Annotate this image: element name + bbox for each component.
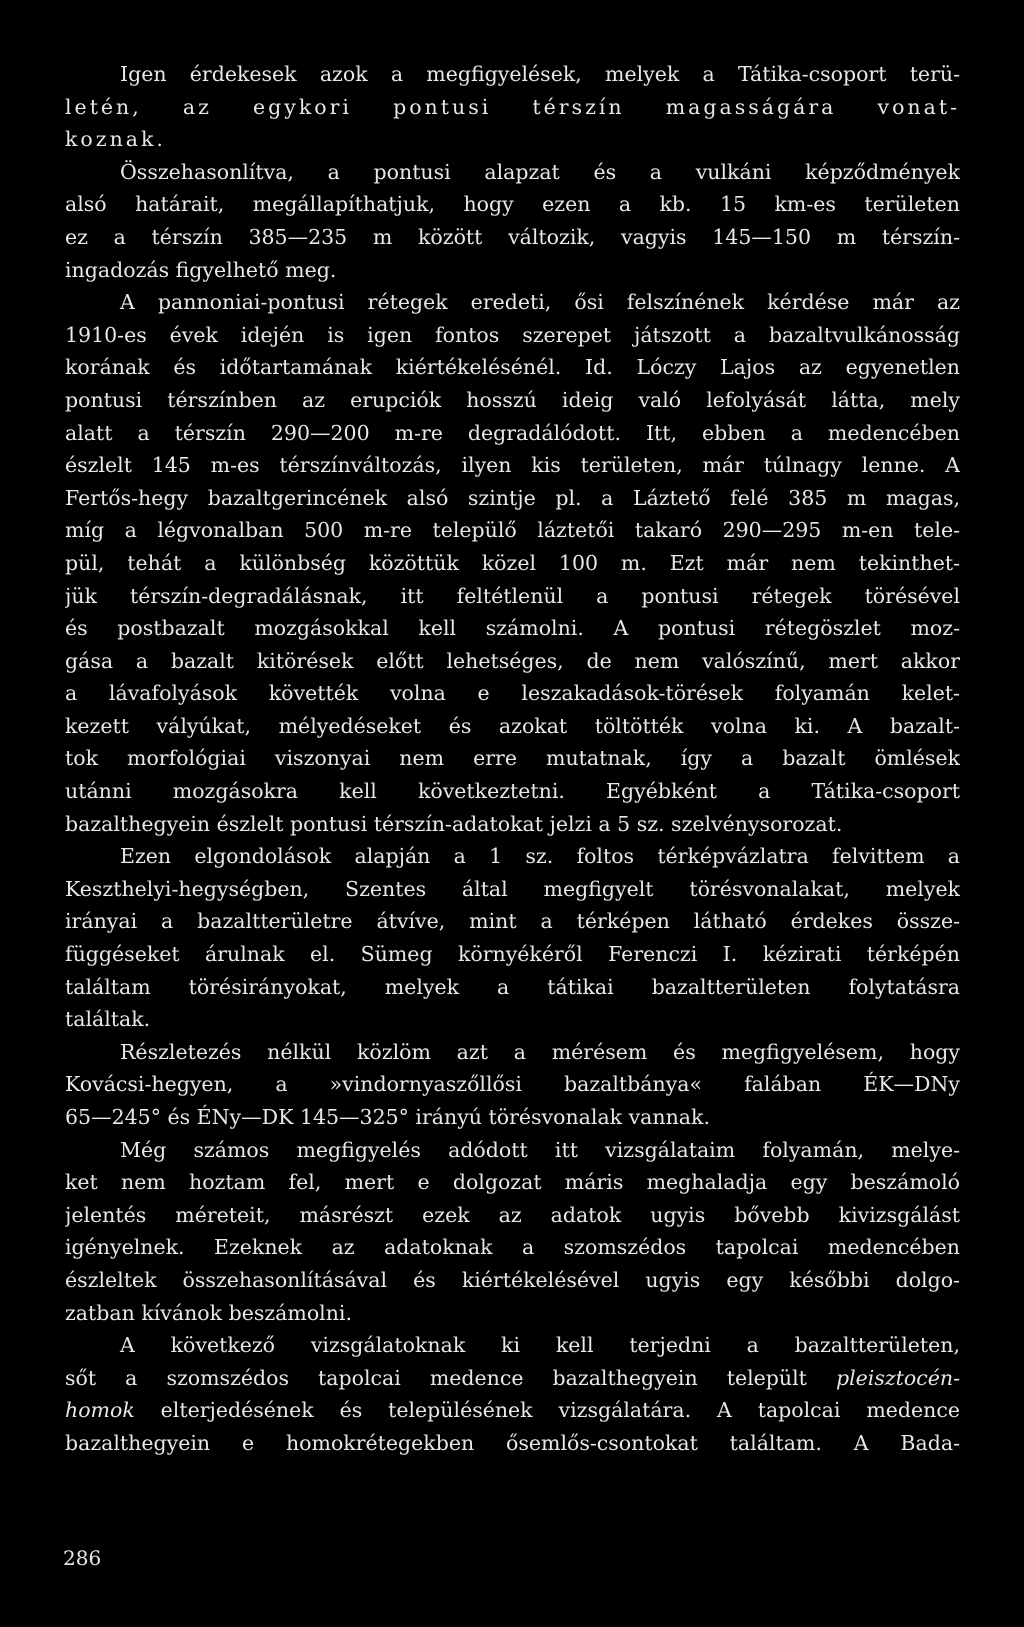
line-text: észleltek összehasonlításával és kiértékelésével ugyis egy későbbi dolgo- bbox=[65, 1267, 960, 1292]
line-text: 1910-es évek idején is igen fontos szerepet játszott a bazaltvulkánosság bbox=[65, 322, 960, 347]
line-text: letén, az egykori pontusi térszín magasságára vonat- bbox=[65, 94, 960, 119]
text-line bbox=[65, 710, 960, 743]
text-line bbox=[65, 677, 960, 710]
line-text: Ezen elgondolások alapján a 1 sz. foltos térképvázlatra felvittem a bbox=[120, 844, 960, 869]
text-line bbox=[65, 1101, 960, 1134]
line-text: utánni mozgásokra kell következtetni. Egyébként a Tátika-csoport bbox=[65, 779, 960, 804]
line-text: a lávafolyások követték volna e leszakadások-törések folyamán kelet- bbox=[65, 681, 960, 706]
text-line bbox=[65, 1068, 960, 1101]
line-text: jelentés méreteit, másrészt ezek az adatok ugyis bővebb kivizsgálást bbox=[65, 1202, 960, 1227]
text-line bbox=[65, 1036, 960, 1069]
text-line bbox=[65, 1329, 960, 1362]
text-line bbox=[65, 156, 960, 189]
italic-text: homok bbox=[65, 1398, 135, 1423]
line-text: gása a bazalt kitörések előtt lehetséges, de nem valószínű, mert akkor bbox=[65, 648, 960, 673]
line-text: alsó határait, megállapíthatjuk, hogy ezen a kb. 15 km-es területen bbox=[65, 192, 960, 217]
text-line bbox=[65, 319, 960, 352]
text-line bbox=[65, 514, 960, 547]
text-line bbox=[65, 417, 960, 450]
line-text: találtam törésirányokat, melyek a tátikai bazaltterületen folytatásra bbox=[65, 974, 960, 999]
line-text: pontusi térszínben az erupciók hosszú ideig való lefolyását látta, mely bbox=[65, 387, 960, 412]
text-line bbox=[65, 384, 960, 417]
text-line bbox=[65, 938, 960, 971]
line-text: Részletezés nélkül közlöm azt a mérésem és megfigyelésem, hogy bbox=[120, 1039, 960, 1064]
line-text: bazalthegyein e homokrétegekben ősemlős-csontokat találtam. A Bada- bbox=[65, 1430, 960, 1455]
text-line bbox=[65, 254, 960, 287]
line-text: és postbazalt mozgásokkal kell számolni. A pontusi rétegöszlet moz- bbox=[65, 616, 960, 641]
line-text: alatt a térszín 290—200 m-re degradálódott. Itt, ebben a medencében bbox=[65, 420, 960, 445]
line-text: míg a légvonalban 500 m-re települő láztetői takaró 290—295 m-en tele- bbox=[65, 518, 960, 543]
text-line bbox=[65, 971, 960, 1004]
line-text: Még számos megfigyelés adódott itt vizsgálataim folyamán, melye- bbox=[120, 1137, 960, 1162]
text-line bbox=[65, 1199, 960, 1232]
line-text: találtak. bbox=[65, 1007, 151, 1032]
line-text: zatban kívánok beszámolni. bbox=[65, 1300, 352, 1325]
line-text: Összehasonlítva, a pontusi alapzat és a vulkáni képződmények bbox=[120, 159, 960, 184]
line-text: koznak. bbox=[65, 127, 166, 152]
text-line bbox=[65, 221, 960, 254]
text-line bbox=[65, 645, 960, 678]
line-text: elterjedésének és településének vizsgálatára. A tapolcai medence bbox=[134, 1398, 960, 1423]
page-body bbox=[65, 58, 960, 1460]
line-text: sőt a szomszédos tapolcai medence bazalthegyein települt bbox=[65, 1365, 807, 1390]
text-line bbox=[65, 905, 960, 938]
line-text: észlelt 145 m-es térszínváltozás, ilyen kis területen, már túlnagy lenne. A bbox=[65, 453, 960, 478]
text-line bbox=[65, 775, 960, 808]
text-line bbox=[65, 808, 960, 841]
line-text: irányai a bazaltterületre átvíve, mint a térképen látható érdekes össze- bbox=[65, 909, 960, 934]
page-number: 286 bbox=[63, 1546, 102, 1570]
text-line bbox=[65, 1362, 960, 1395]
text-line bbox=[65, 873, 960, 906]
line-text: A következő vizsgálatoknak ki kell terjedni a bazaltterületen, bbox=[120, 1333, 960, 1358]
text-line bbox=[65, 1427, 960, 1460]
line-text: ez a térszín 385—235 m között változik, vagyis 145—150 m térszín- bbox=[65, 224, 960, 249]
line-text: ket nem hoztam fel, mert e dolgozat máris meghaladja egy beszámoló bbox=[65, 1170, 960, 1195]
text-line bbox=[65, 742, 960, 775]
text-line bbox=[65, 449, 960, 482]
line-text: igényelnek. Ezeknek az adatoknak a szomszédos tapolcai medencében bbox=[65, 1235, 960, 1260]
line-text: tok morfológiai viszonyai nem erre mutatnak, így a bazalt ömlések bbox=[65, 746, 960, 771]
line-text: Kovácsi-hegyen, a »vindornyaszőllősi bazaltbánya« falában ÉK—DNy bbox=[65, 1072, 960, 1097]
text-line bbox=[65, 1166, 960, 1199]
text-line bbox=[65, 840, 960, 873]
line-text: bazalthegyein észlelt pontusi térszín-adatokat jelzi a 5 sz. szelvénysorozat. bbox=[65, 811, 843, 836]
text-line bbox=[65, 91, 960, 124]
text-line bbox=[65, 123, 960, 156]
text-line bbox=[65, 1231, 960, 1264]
text-line bbox=[65, 612, 960, 645]
text-line bbox=[65, 547, 960, 580]
line-text: Keszthelyi-hegységben, Szentes által megfigyelt törésvonalakat, melyek bbox=[65, 876, 960, 901]
text-line bbox=[65, 482, 960, 515]
line-text: A pannoniai-pontusi rétegek eredeti, ősi felszínének kérdése már az bbox=[120, 290, 960, 315]
text-line bbox=[65, 58, 960, 91]
text-line bbox=[65, 1003, 960, 1036]
text-line bbox=[65, 286, 960, 319]
text-line bbox=[65, 1264, 960, 1297]
text-line bbox=[65, 351, 960, 384]
text-line bbox=[65, 1297, 960, 1330]
text-line bbox=[65, 580, 960, 613]
text-line bbox=[65, 1134, 960, 1167]
line-text: Igen érdekesek azok a megfigyelések, melyek a Tátika-csoport terü- bbox=[120, 62, 960, 86]
line-text: függéseket árulnak el. Sümeg környékéről Ferenczi I. kézirati térképén bbox=[65, 942, 960, 967]
line-text: Fertős-hegy bazaltgerincének alsó szintje pl. a Láztető felé 385 m magas, bbox=[65, 485, 960, 510]
line-text: ingadozás figyelhető meg. bbox=[65, 257, 337, 282]
text-line bbox=[65, 188, 960, 221]
italic-text: pleisztocén- bbox=[835, 1365, 960, 1390]
line-text: korának és időtartamának kiértékelésénél. Id. Lóczy Lajos az egyenetlen bbox=[65, 355, 960, 380]
text-line bbox=[65, 1394, 960, 1427]
line-text: pül, tehát a különbség közöttük közel 100 m. Ezt már nem tekinthet- bbox=[65, 550, 960, 575]
line-text: kezett vályúkat, mélyedéseket és azokat töltötték volna ki. A bazalt- bbox=[65, 713, 960, 738]
line-text: jük térszín-degradálásnak, itt feltétlenül a pontusi rétegek törésével bbox=[65, 583, 960, 608]
line-text: 65—245° és ÉNy—DK 145—325° irányú törésvonalak vannak. bbox=[65, 1105, 710, 1129]
